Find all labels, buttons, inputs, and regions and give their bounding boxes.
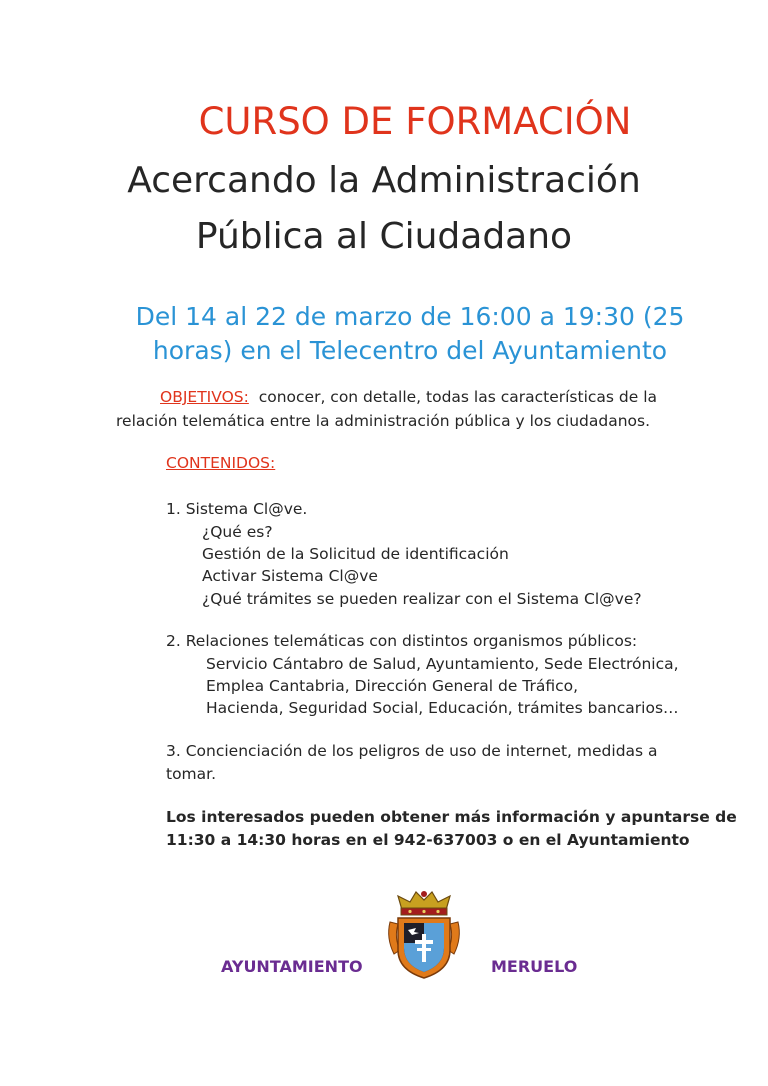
section2-item: Emplea Cantabria, Dirección General de Tráfico, — [206, 677, 579, 695]
coat-of-arms-icon — [384, 888, 464, 980]
section1-heading: 1. Sistema Cl@ve. — [166, 500, 308, 518]
section3-line1: 3. Concienciación de los peligros de uso de internet, medidas a — [166, 742, 658, 760]
course-label: CURSO DE FORMACIÓN — [198, 100, 632, 143]
section1-item: Gestión de la Solicitud de identificación — [202, 545, 509, 563]
contents-label: CONTENIDOS: — [166, 454, 276, 472]
section2-item: Servicio Cántabro de Salud, Ayuntamiento, Sede Electrónica, — [206, 655, 679, 673]
objectives-line2: relación telemática entre la administración pública y los ciudadanos. — [116, 412, 651, 430]
info-line2: 11:30 a 14:30 horas en el 942-637003 o en el Ayuntamiento — [166, 831, 690, 849]
section1-item: Activar Sistema Cl@ve — [202, 567, 378, 585]
section2-item: Hacienda, Seguridad Social, Educación, trámites bancarios… — [206, 699, 679, 717]
section3-line2: tomar. — [166, 765, 217, 783]
section1-item: ¿Qué trámites se pueden realizar con el Sistema Cl@ve? — [202, 590, 642, 608]
footer-ayuntamiento: AYUNTAMIENTO — [221, 957, 363, 976]
course-title-line1: Acercando la Administración — [127, 160, 641, 201]
info-line1: Los interesados pueden obtener más información y apuntarse de — [166, 808, 737, 826]
schedule-line2: horas) en el Telecentro del Ayuntamiento — [152, 336, 668, 365]
objectives-label: OBJETIVOS: — [160, 388, 249, 406]
footer-meruelo: MERUELO — [491, 957, 578, 976]
section1-item: ¿Qué es? — [202, 523, 273, 541]
course-title-line2: Pública al Ciudadano — [195, 216, 573, 257]
objectives-text-1: conocer, con detalle, todas las características de la — [258, 388, 658, 406]
schedule-line1: Del 14 al 22 de marzo de 16:00 a 19:30 (25 — [135, 302, 685, 331]
objectives-line1 — [160, 388, 657, 406]
section2-heading: 2. Relaciones telemáticas con distintos organismos públicos: — [166, 632, 638, 650]
